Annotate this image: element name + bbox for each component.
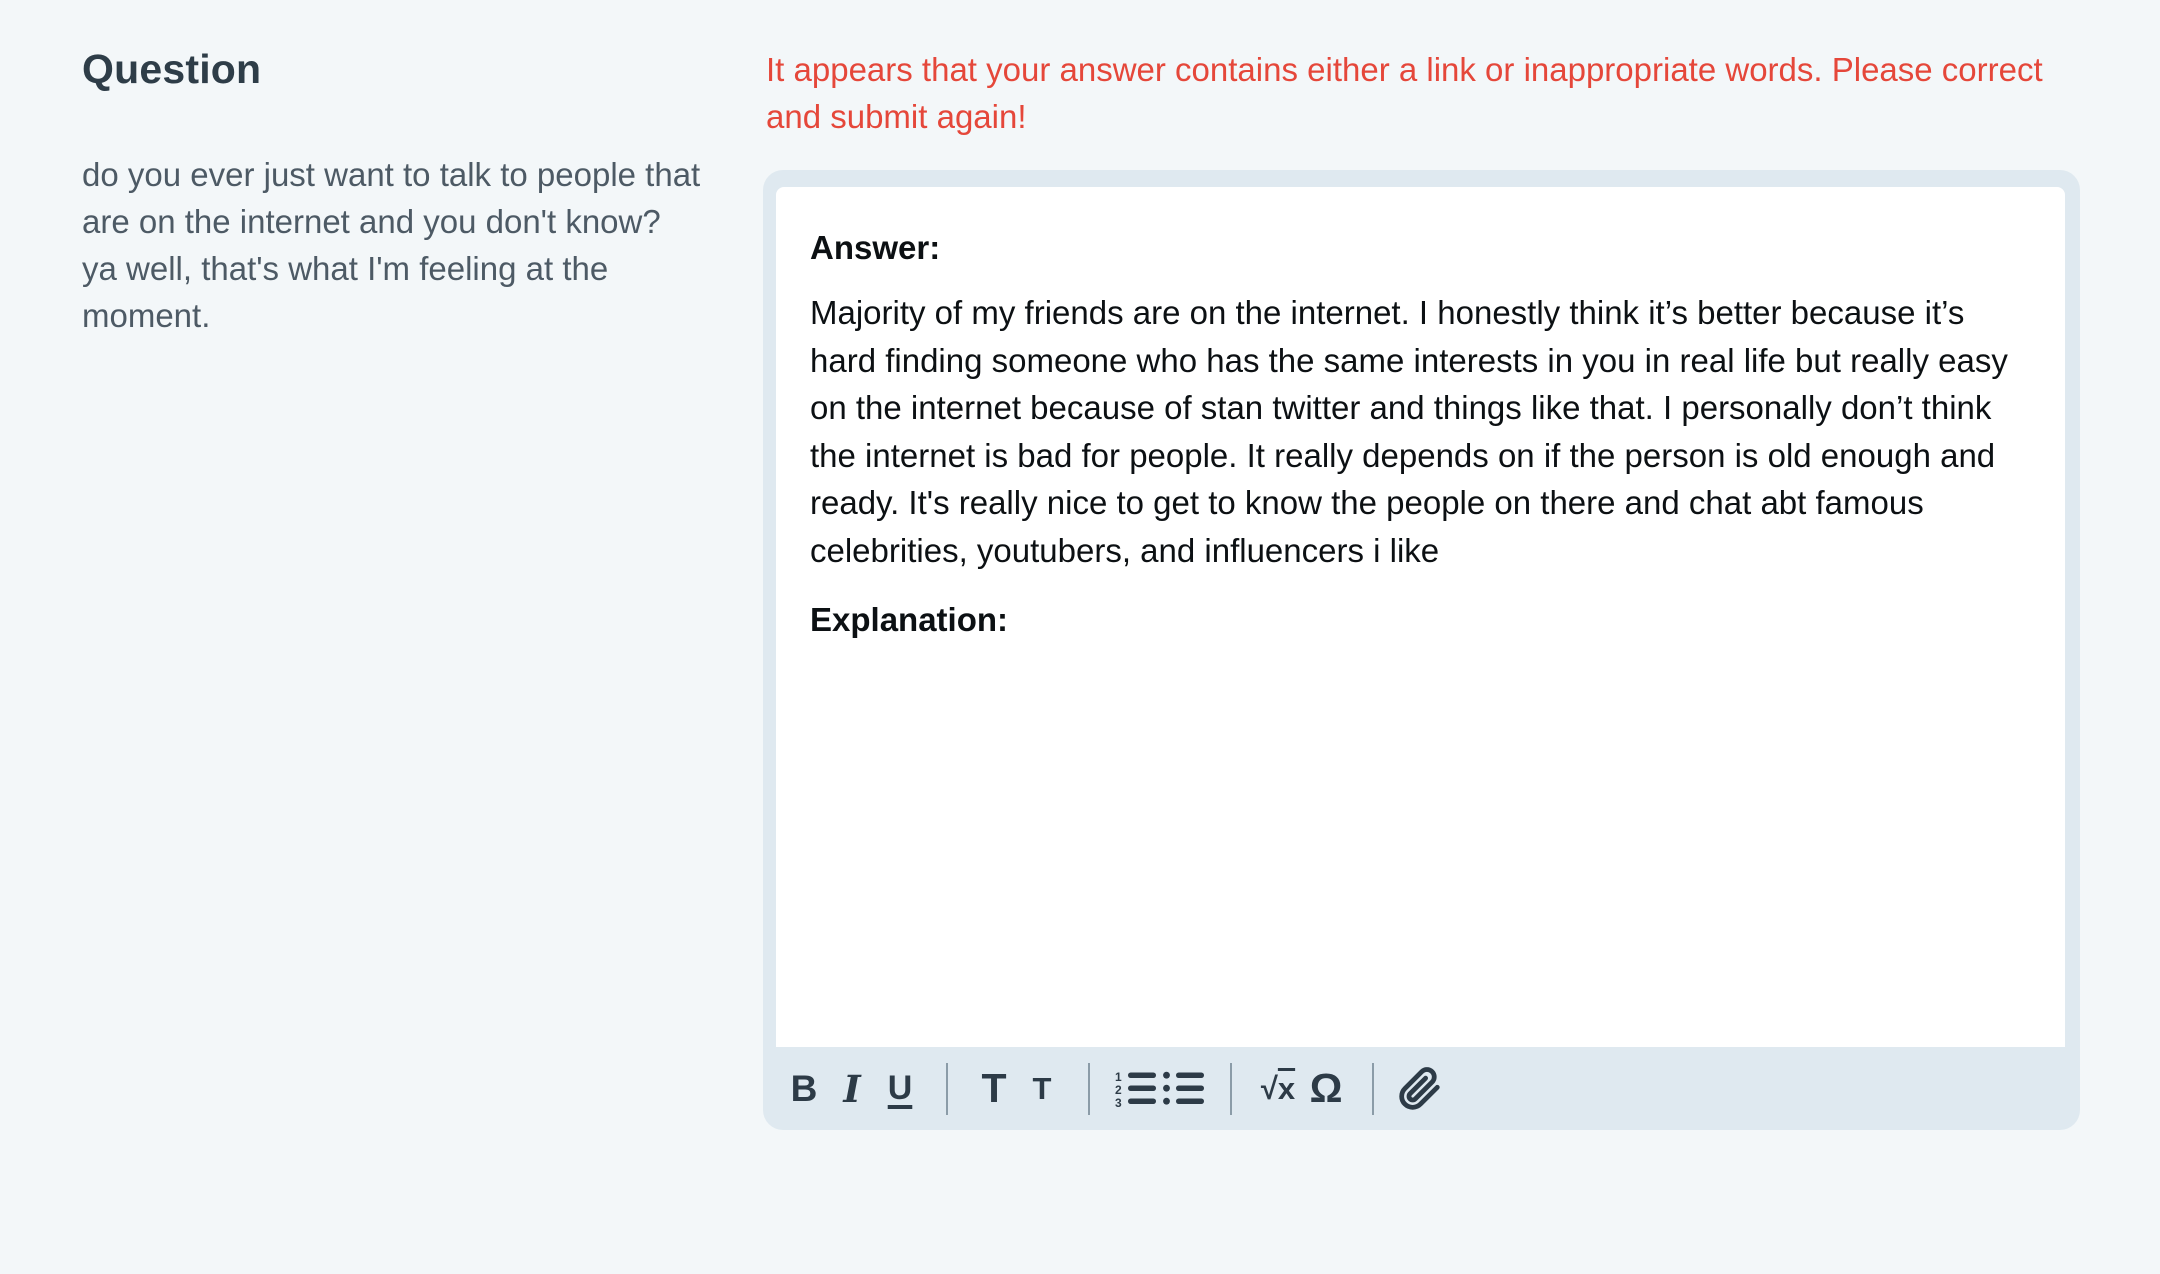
bullet-list-button[interactable] [1162,1058,1206,1120]
answer-text: Majority of my friends are on the internet. I honestly think it’s better because it’s hard finding someone who has the same interests in you in real life but really easy on the internet because of stan twitter and things like that. I personally don’t think the internet is bad for people. It really depends on if the person is old enough and ready. It's really nice to get to know the people on there and chat abt famous celebrities, youtubers, and influencers i like [810,294,2008,569]
svg-text:3: 3 [1115,1095,1122,1109]
answer-editor [763,170,2080,1130]
italic-icon: I [843,1066,861,1111]
ordered-list-button[interactable] [1114,1058,1158,1120]
answer-editor-textarea[interactable] [776,187,2065,1047]
square-root-icon: √x [1260,1070,1296,1106]
error-message: It appears that your answer contains either a link or inappropriate words. Please correct and submit again! [766,51,2043,135]
underline-icon: U [887,1069,913,1107]
bold-icon: B [790,1067,818,1109]
bullet-list-icon [1162,1069,1206,1109]
italic-button[interactable] [830,1058,874,1120]
explanation-label: Explanation: [810,601,1009,638]
ordered-list-icon [1114,1069,1158,1109]
toolbar-divider [1230,1063,1232,1115]
answer-label: Answer: [810,229,941,266]
underline-button[interactable] [878,1058,922,1120]
question-panel [82,46,702,339]
title-icon: T [981,1065,1007,1111]
toolbar-divider [946,1063,948,1115]
title-button[interactable] [972,1058,1016,1120]
svg-text:2: 2 [1115,1082,1122,1097]
bold-button[interactable] [782,1058,826,1120]
symbol-button[interactable] [1304,1058,1348,1120]
question-text: do you ever just want to talk to people that are on the internet and you don't know? ya well, that's what I'm feeling at the moment. [82,156,701,334]
question-heading: Question [82,46,262,92]
subtitle-icon: T [1032,1070,1052,1106]
editor-toolbar [776,1047,2065,1130]
equation-button[interactable] [1256,1058,1300,1120]
paperclip-icon [1398,1067,1442,1111]
toolbar-divider [1372,1063,1374,1115]
svg-text:1: 1 [1115,1069,1122,1084]
omega-icon: Ω [1309,1065,1343,1111]
toolbar-divider [1088,1063,1090,1115]
subtitle-button[interactable] [1020,1058,1064,1120]
attachment-button[interactable] [1398,1058,1442,1120]
